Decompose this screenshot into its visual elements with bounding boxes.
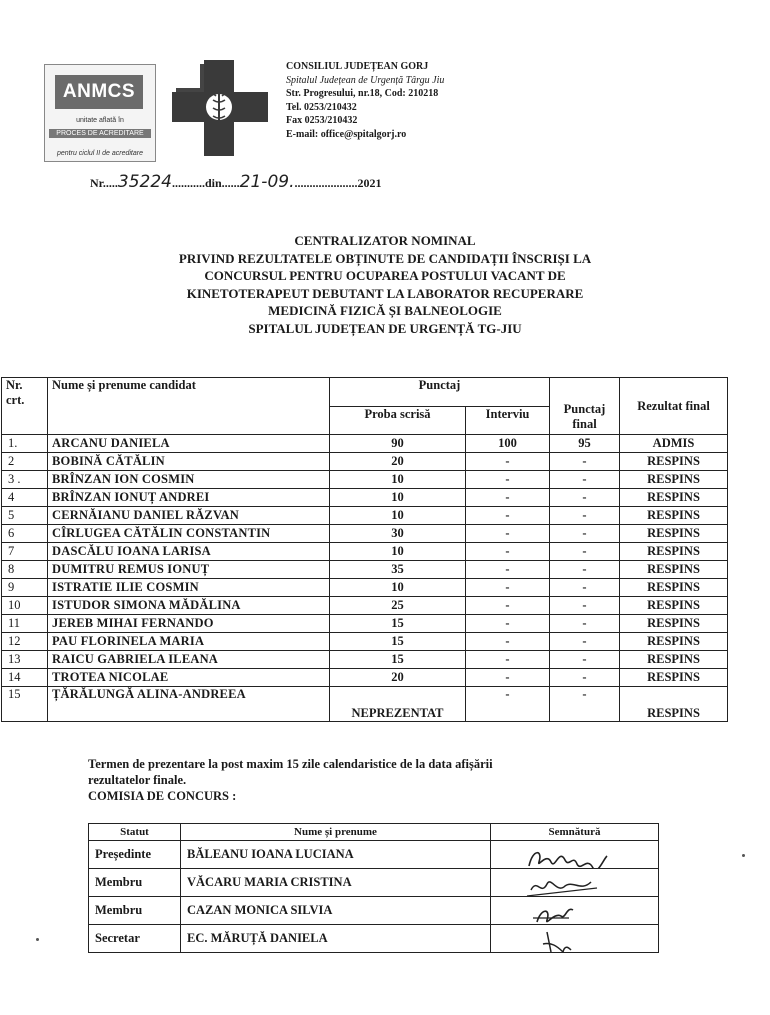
table-row [2, 669, 728, 687]
title-line: SPITALUL JUDEȚEAN DE URGENȚĂ TG-JIU [248, 320, 522, 336]
cell-nr-crt: 15 [2, 687, 48, 722]
table-row [2, 453, 728, 471]
cell-candidate-name: CÎRLUGEA CĂTĂLIN CONSTANTIN [48, 525, 330, 543]
results-table [1, 377, 728, 722]
cell-interviu: 100 [466, 435, 550, 453]
table-row [2, 579, 728, 597]
cell-rezultat-final: ADMIS [620, 435, 728, 453]
org-line: Str. Progresului, nr.18, Cod: 210218 [286, 88, 439, 99]
cell-punctaj-final: - [550, 597, 620, 615]
table-row [2, 489, 728, 507]
cell-rezultat-final: RESPINS [620, 471, 728, 489]
cell-candidate-name: BRÎNZAN ION COSMIN [48, 471, 330, 489]
cell-nr-crt: 9 [2, 579, 48, 597]
cell-interviu: - [466, 597, 550, 615]
org-line: Spitalul Județean de Urgență Târgu Jiu [286, 74, 445, 86]
hospital-cross-logo-icon [168, 56, 272, 160]
cell-proba-scrisa: 10 [330, 471, 466, 489]
table-row [2, 471, 728, 489]
cell-nr-crt: 6 [2, 525, 48, 543]
table-row [2, 615, 728, 633]
cell-candidate-name: ISTUDOR SIMONA MĂDĂLINA [48, 597, 330, 615]
cell-proba-scrisa: 20 [330, 453, 466, 471]
cell-nr-crt: 12 [2, 633, 48, 651]
header-proba-scrisa: Proba scrisă [330, 407, 466, 435]
stray-mark [36, 938, 39, 941]
table-row [2, 525, 728, 543]
note-line-1: Termen de prezentare la post maxim 15 zile calendaristice de la data afișării [88, 757, 493, 771]
cell-candidate-name: PAU FLORINELA MARIA [48, 633, 330, 651]
note-line-2: rezultatelor finale. [88, 773, 187, 787]
cell-candidate-name: RAICU GABRIELA ILEANA [48, 651, 330, 669]
header-punctaj-final: Punctaj final [550, 378, 620, 435]
commission-row [89, 841, 659, 869]
header-rezultat-final: Rezultat final [620, 378, 728, 435]
document-title [0, 232, 770, 337]
cell-interviu: - [466, 543, 550, 561]
cell-proba-scrisa: 15 [330, 615, 466, 633]
organization-info [286, 60, 444, 141]
cell-nr-crt: 3 . [2, 471, 48, 489]
cell-candidate-name: DASCĂLU IOANA LARISA [48, 543, 330, 561]
cell-punctaj-final: - [550, 669, 620, 687]
cell-proba-scrisa: 15 [330, 633, 466, 651]
commission-nume: EC. MĂRUȚĂ DANIELA [181, 925, 491, 953]
cell-nr-crt: 4 [2, 489, 48, 507]
commission-row [89, 897, 659, 925]
table-row [2, 507, 728, 525]
commission-nume: CAZAN MONICA SILVIA [181, 897, 491, 925]
cell-interviu: - [466, 471, 550, 489]
header-interviu: Interviu [466, 407, 550, 435]
cell-nr-crt: 8 [2, 561, 48, 579]
cell-proba-scrisa: 10 [330, 507, 466, 525]
table-row [2, 597, 728, 615]
cell-proba-scrisa: 10 [330, 489, 466, 507]
commission-statut: Membru [89, 897, 181, 925]
cell-rezultat-final: RESPINS [620, 633, 728, 651]
cell-proba-scrisa: NEPREZENTAT [330, 687, 466, 722]
nr-value: 35224 [117, 172, 172, 192]
commission-statut: Președinte [89, 841, 181, 869]
commission-nume: VĂCARU MARIA CRISTINA [181, 869, 491, 897]
header-statut: Statut [89, 824, 181, 841]
table-row [2, 633, 728, 651]
cell-nr-crt: 11 [2, 615, 48, 633]
cell-nr-crt: 1. [2, 435, 48, 453]
cell-rezultat-final: RESPINS [620, 579, 728, 597]
cell-candidate-name: ISTRATIE ILIE COSMIN [48, 579, 330, 597]
cell-interviu: - [466, 651, 550, 669]
cell-candidate-name: BOBINĂ CĂTĂLIN [48, 453, 330, 471]
cell-punctaj-final: - [550, 489, 620, 507]
cell-rezultat-final: RESPINS [620, 669, 728, 687]
cell-rezultat-final: RESPINS [620, 453, 728, 471]
cell-candidate-name: BRÎNZAN IONUȚ ANDREI [48, 489, 330, 507]
cell-interviu: - [466, 615, 550, 633]
table-row [2, 561, 728, 579]
cell-punctaj-final: - [550, 561, 620, 579]
cell-candidate-name: JEREB MIHAI FERNANDO [48, 615, 330, 633]
note-block [88, 756, 658, 804]
commission-row [89, 869, 659, 897]
cell-rezultat-final: RESPINS [620, 687, 728, 722]
commission-table [88, 823, 659, 953]
cell-rezultat-final: RESPINS [620, 561, 728, 579]
commission-row [89, 925, 659, 953]
cell-rezultat-final: RESPINS [620, 507, 728, 525]
cell-candidate-name: DUMITRU REMUS IONUȚ [48, 561, 330, 579]
cell-proba-scrisa: 35 [330, 561, 466, 579]
cell-interviu: - [466, 561, 550, 579]
table-row [2, 687, 728, 722]
cell-punctaj-final: - [550, 471, 620, 489]
cell-punctaj-final: - [550, 507, 620, 525]
table-row [2, 435, 728, 453]
commission-label: COMISIA DE CONCURS : [88, 789, 237, 803]
commission-nume: BĂLEANU IOANA LUCIANA [181, 841, 491, 869]
handwritten-signature-icon [507, 925, 652, 952]
cell-nr-crt: 7 [2, 543, 48, 561]
title-line: PRIVIND REZULTATELE OBȚINUTE DE CANDIDAȚII ÎNSCRIȘI LA [178, 250, 592, 266]
signature-cell [491, 869, 659, 897]
cell-punctaj-final: - [550, 579, 620, 597]
cell-interviu: - [466, 453, 550, 471]
cell-interviu: - [466, 579, 550, 597]
nr-label: Nr. [90, 176, 106, 190]
table-row [2, 651, 728, 669]
header-semnatura: Semnătură [491, 824, 659, 841]
cell-proba-scrisa: 30 [330, 525, 466, 543]
cell-candidate-name: TROTEA NICOLAE [48, 669, 330, 687]
cell-interviu: - [466, 669, 550, 687]
header-nume: Nume și prenume [181, 824, 491, 841]
anmcs-line-2: PROCES DE ACREDITARE [49, 129, 151, 138]
signature-cell [491, 841, 659, 869]
cell-punctaj-final: 95 [550, 435, 620, 453]
cell-nr-crt: 13 [2, 651, 48, 669]
date-value: 21-09. [239, 172, 295, 192]
cell-proba-scrisa: 25 [330, 597, 466, 615]
registration-number: Nr.....35224...........din......21-09......................2021 [90, 172, 382, 192]
title-line: CENTRALIZATOR NOMINAL [294, 233, 476, 248]
results-header-row [2, 378, 728, 407]
cell-candidate-name: CERNĂIANU DANIEL RĂZVAN [48, 507, 330, 525]
commission-statut: Secretar [89, 925, 181, 953]
signature-cell [491, 897, 659, 925]
cell-interviu: - [466, 507, 550, 525]
handwritten-signature-icon [507, 841, 652, 868]
header-punctaj: Punctaj [330, 378, 550, 407]
cell-proba-scrisa: 15 [330, 651, 466, 669]
commission-header-row [89, 824, 659, 841]
cell-punctaj-final: - [550, 687, 620, 722]
cell-proba-scrisa: 20 [330, 669, 466, 687]
anmcs-logo: ANMCS [55, 75, 143, 109]
anmcs-line-1: unitate aflată în [76, 117, 124, 124]
year: 2021 [357, 176, 382, 190]
cell-proba-scrisa: 90 [330, 435, 466, 453]
cell-nr-crt: 5 [2, 507, 48, 525]
cell-interviu: - [466, 633, 550, 651]
cell-rezultat-final: RESPINS [620, 651, 728, 669]
results-body [2, 435, 728, 722]
cell-interviu: - [466, 489, 550, 507]
din-label: din [204, 176, 222, 190]
cell-candidate-name: ȚĂRĂLUNGĂ ALINA-ANDREEA [48, 687, 330, 722]
cell-rezultat-final: RESPINS [620, 615, 728, 633]
anmcs-line-3: pentru ciclul II de acreditare [57, 150, 143, 157]
title-line: MEDICINĂ FIZICĂ ȘI BALNEOLOGIE [268, 303, 502, 318]
cell-rezultat-final: RESPINS [620, 489, 728, 507]
org-line: Fax 0253/210432 [286, 115, 358, 126]
cell-punctaj-final: - [550, 543, 620, 561]
title-line: KINETOTERAPEUT DEBUTANT LA LABORATOR RECUPERARE [186, 285, 584, 301]
cell-candidate-name: ARCANU DANIELA [48, 435, 330, 453]
title-line: CONCURSUL PENTRU OCUPAREA POSTULUI VACANT DE [204, 268, 566, 283]
cell-punctaj-final: - [550, 633, 620, 651]
org-line: CONSILIUL JUDEȚEAN GORJ [286, 61, 429, 72]
cell-interviu: - [466, 525, 550, 543]
org-line: Tel. 0253/210432 [286, 101, 357, 113]
cell-punctaj-final: - [550, 453, 620, 471]
commission-statut: Membru [89, 869, 181, 897]
cell-nr-crt: 10 [2, 597, 48, 615]
cell-punctaj-final: - [550, 615, 620, 633]
cell-proba-scrisa: 10 [330, 579, 466, 597]
handwritten-signature-icon [507, 897, 652, 924]
header-nr-crt: Nr. crt. [2, 378, 48, 435]
cell-punctaj-final: - [550, 651, 620, 669]
cell-rezultat-final: RESPINS [620, 597, 728, 615]
cell-punctaj-final: - [550, 525, 620, 543]
cell-interviu: - [466, 687, 550, 722]
cell-nr-crt: 2 [2, 453, 48, 471]
cell-rezultat-final: RESPINS [620, 543, 728, 561]
cell-nr-crt: 14 [2, 669, 48, 687]
cell-proba-scrisa: 10 [330, 543, 466, 561]
cell-rezultat-final: RESPINS [620, 525, 728, 543]
stray-mark [742, 854, 745, 857]
table-row [2, 543, 728, 561]
handwritten-signature-icon [507, 869, 652, 896]
header-name: Nume și prenume candidat [48, 378, 330, 435]
signature-cell [491, 925, 659, 953]
anmcs-badge [44, 64, 156, 162]
org-line: E-mail: office@spitalgorj.ro [286, 128, 407, 140]
